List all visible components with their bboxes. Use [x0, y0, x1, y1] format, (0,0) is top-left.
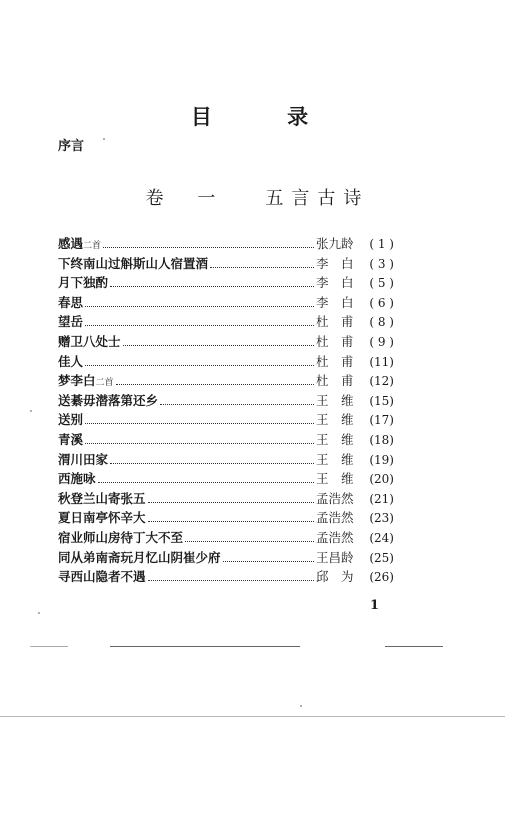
dot-leader — [148, 502, 314, 503]
toc-page-ref: (18) — [369, 432, 394, 447]
scan-speck — [103, 138, 105, 140]
toc-poem-title: 赠卫八处士 — [58, 333, 121, 349]
footer-rule-right — [385, 646, 443, 647]
toc-page-ref: (21) — [369, 491, 394, 506]
toc-entry — [58, 234, 394, 254]
toc-page-ref: (17) — [369, 413, 394, 428]
dot-leader — [85, 443, 314, 444]
page-number: 1 — [370, 598, 380, 613]
scan-speck — [38, 612, 40, 614]
toc-page-ref: ( 5 ) — [369, 276, 394, 291]
toc-author: 王 维 — [316, 471, 354, 487]
preface-entry: 序言 — [58, 139, 85, 154]
toc-poem-title: 宿业师山房待丁大不至 — [58, 529, 184, 545]
toc-poem-title: 下终南山过斛斯山人宿置酒 — [58, 255, 209, 271]
dot-leader — [110, 286, 314, 287]
page-bottom-rule — [0, 716, 505, 717]
dot-leader — [85, 365, 314, 366]
scan-speck — [30, 410, 32, 412]
toc-entry — [58, 430, 394, 450]
toc-entry — [58, 469, 394, 489]
toc-author: 孟浩然 — [316, 490, 354, 506]
toc-poem-title: 送别 — [58, 412, 84, 428]
toc-entry — [58, 410, 394, 430]
toc-page-ref: (23) — [369, 511, 394, 526]
toc-page-ref: (20) — [369, 472, 394, 487]
dot-leader — [148, 580, 314, 581]
toc-poem-title: 送綦毋潜落第还乡 — [58, 392, 159, 408]
toc-entry — [58, 489, 394, 509]
toc-page-ref: (25) — [369, 550, 394, 565]
toc-entry — [58, 273, 394, 293]
toc-poem-note: 二首 — [83, 241, 102, 251]
dot-leader — [148, 521, 314, 522]
toc-page-ref: ( 9 ) — [369, 334, 394, 349]
toc-author: 杜 甫 — [316, 373, 354, 389]
toc-page-ref: ( 6 ) — [369, 295, 394, 310]
toc-page-ref: (12) — [369, 374, 394, 389]
toc-page-ref: (24) — [369, 530, 394, 545]
toc-author: 王 维 — [316, 392, 354, 408]
toc-author: 张九龄 — [316, 236, 354, 251]
dot-leader — [123, 345, 314, 346]
toc-entry — [58, 352, 394, 372]
toc-poem-title: 西施咏 — [58, 471, 96, 487]
dot-leader — [103, 247, 314, 248]
toc-entry — [58, 312, 394, 332]
footer-rule-center — [110, 646, 300, 647]
toc-author: 邱 为 — [316, 569, 354, 585]
toc-poem-title: 月下独酌 — [58, 275, 109, 291]
toc-page-ref: (19) — [369, 452, 394, 467]
toc-author: 王 维 — [316, 431, 354, 447]
toc-entry — [58, 391, 394, 411]
toc-author: 王 维 — [316, 412, 354, 428]
toc-author: 李 白 — [316, 275, 354, 291]
toc-entry — [58, 567, 394, 587]
dot-leader — [98, 482, 314, 483]
toc-author: 孟浩然 — [316, 529, 354, 545]
dot-leader — [85, 325, 314, 326]
dot-leader — [116, 384, 314, 385]
toc-entry — [58, 332, 394, 352]
toc-poem-title: 同从弟南斋玩月忆山阴崔少府 — [58, 549, 221, 565]
toc-poem-title: 梦李白 — [58, 373, 96, 389]
toc-poem-title: 寻西山隐者不遇 — [58, 569, 146, 585]
toc-page-ref: ( 1 ) — [369, 237, 394, 251]
toc-entry — [58, 293, 394, 313]
dot-leader — [223, 561, 314, 562]
toc-poem-title: 感遇 — [58, 236, 84, 251]
toc-author: 王昌龄 — [316, 549, 354, 565]
toc-entry — [58, 371, 394, 391]
toc-page-ref: ( 3 ) — [369, 256, 394, 271]
toc-entry — [58, 450, 394, 470]
dot-leader — [160, 404, 314, 405]
volume-form: 五言古诗 — [265, 188, 370, 209]
toc-poem-title: 望岳 — [58, 314, 84, 330]
table-of-contents — [58, 234, 394, 587]
footer-rule-left — [30, 646, 68, 647]
toc-poem-title: 夏日南亭怀辛大 — [58, 510, 146, 526]
dot-leader — [110, 463, 314, 464]
dot-leader — [85, 423, 314, 424]
toc-author: 孟浩然 — [316, 510, 354, 526]
toc-entry — [58, 254, 394, 274]
toc-author: 杜 甫 — [316, 314, 354, 330]
toc-entry — [58, 508, 394, 528]
toc-poem-title: 青溪 — [58, 431, 84, 447]
dot-leader — [210, 267, 314, 268]
toc-author: 杜 甫 — [316, 353, 354, 369]
toc-page-ref: (26) — [369, 570, 394, 585]
toc-author: 李 白 — [316, 294, 354, 310]
toc-poem-title: 春思 — [58, 294, 84, 310]
volume-number: 卷 一 — [145, 188, 230, 209]
dot-leader — [85, 306, 314, 307]
toc-author: 王 维 — [316, 451, 354, 467]
dot-leader — [185, 541, 314, 542]
toc-author: 李 白 — [316, 255, 354, 271]
page-title: 目 录 — [190, 104, 343, 129]
toc-page-ref: (15) — [369, 393, 394, 408]
scan-speck — [300, 705, 302, 707]
toc-entry — [58, 528, 394, 548]
toc-poem-title: 渭川田家 — [58, 451, 109, 467]
toc-entry — [58, 548, 394, 568]
toc-page-ref: ( 8 ) — [369, 315, 394, 330]
toc-poem-note: 二首 — [95, 378, 114, 389]
toc-poem-title: 秋登兰山寄张五 — [58, 490, 146, 506]
toc-poem-title: 佳人 — [58, 353, 84, 369]
volume-heading — [0, 184, 505, 210]
toc-page-ref: (11) — [369, 354, 394, 369]
toc-author: 杜 甫 — [316, 333, 354, 349]
